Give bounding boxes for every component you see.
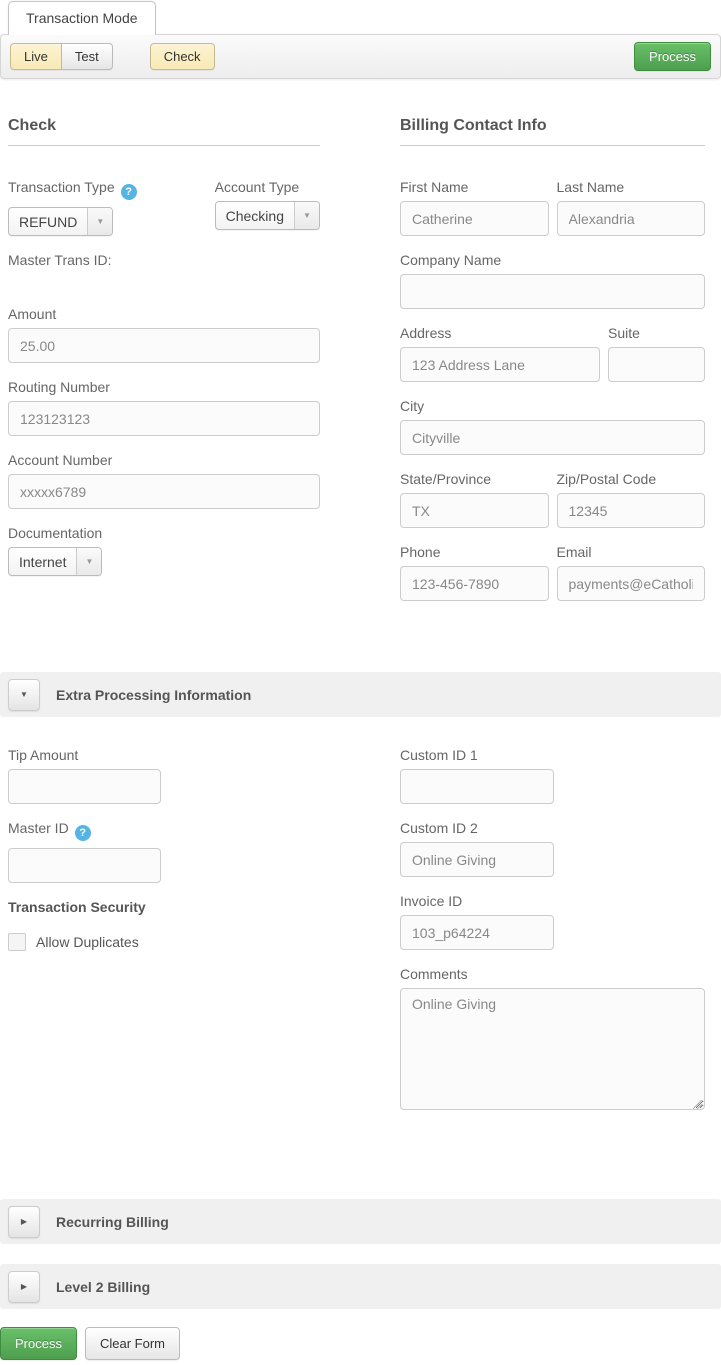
invoice-id-input[interactable] bbox=[400, 915, 554, 950]
check-payment-type-button[interactable]: Check bbox=[150, 43, 215, 70]
custom-id-2-input[interactable] bbox=[400, 842, 554, 877]
test-button[interactable]: Test bbox=[62, 43, 113, 70]
extra-processing-title: Extra Processing Information bbox=[56, 686, 252, 703]
state-province-input[interactable] bbox=[400, 493, 549, 528]
tab-strip bbox=[0, 0, 721, 34]
level-2-billing-collapse-toggle[interactable] bbox=[8, 1271, 40, 1303]
zip-postal-input[interactable] bbox=[557, 493, 706, 528]
transaction-type-help-icon[interactable]: ? bbox=[121, 184, 137, 200]
last-name-label: Last Name bbox=[556, 179, 625, 195]
last-name-field-group bbox=[557, 179, 706, 236]
allow-duplicates-checkbox[interactable] bbox=[8, 933, 26, 951]
process-button-bottom[interactable]: Process bbox=[0, 1327, 77, 1360]
first-name-input[interactable] bbox=[400, 201, 549, 236]
first-name-field-group bbox=[400, 179, 549, 236]
check-section-title: Check bbox=[8, 117, 320, 146]
suite-label: Suite bbox=[608, 325, 640, 341]
transaction-type-select[interactable] bbox=[8, 207, 113, 236]
toolbar bbox=[0, 34, 721, 79]
caret-right-icon: ▶ bbox=[20, 1282, 28, 1291]
company-name-input[interactable] bbox=[400, 274, 705, 309]
phone-label: Phone bbox=[400, 544, 441, 560]
email-input[interactable] bbox=[557, 566, 706, 601]
recurring-billing-title: Recurring Billing bbox=[56, 1213, 169, 1230]
tip-amount-field-group bbox=[8, 747, 320, 804]
chevron-down-icon: ▼ bbox=[87, 208, 112, 235]
caret-right-icon: ▶ bbox=[20, 1217, 28, 1226]
clear-form-button[interactable]: Clear Form bbox=[85, 1327, 180, 1360]
state-province-label: State/Province bbox=[400, 471, 492, 487]
name-row bbox=[400, 179, 705, 252]
transaction-type-value: REFUND bbox=[19, 214, 78, 230]
allow-duplicates-row bbox=[8, 933, 320, 951]
account-number-input[interactable] bbox=[8, 474, 320, 509]
routing-number-field-group bbox=[8, 379, 320, 436]
chevron-down-icon: ▼ bbox=[76, 548, 101, 575]
account-number-label: Account Number bbox=[8, 452, 113, 468]
extra-processing-content bbox=[0, 717, 721, 1129]
recurring-billing-bar bbox=[0, 1199, 721, 1244]
transaction-type-group bbox=[8, 179, 137, 236]
type-row bbox=[8, 179, 320, 236]
extra-left-column bbox=[8, 747, 320, 1129]
zip-postal-field-group bbox=[557, 471, 706, 528]
spacer bbox=[0, 1129, 721, 1199]
level-2-billing-title: Level 2 Billing bbox=[56, 1278, 151, 1295]
documentation-field-group bbox=[8, 525, 320, 576]
live-button[interactable]: Live bbox=[10, 43, 62, 70]
live-test-segmented-control bbox=[10, 43, 113, 70]
account-type-group bbox=[215, 179, 320, 236]
custom-id-2-label: Custom ID 2 bbox=[400, 820, 478, 836]
transaction-type-label: Transaction Type bbox=[8, 179, 115, 195]
city-field-group bbox=[400, 398, 705, 455]
documentation-value: Internet bbox=[19, 554, 67, 570]
extra-processing-collapse-toggle[interactable] bbox=[8, 679, 40, 711]
spacer bbox=[0, 1244, 721, 1264]
company-name-label: Company Name bbox=[400, 252, 502, 268]
routing-number-input[interactable] bbox=[8, 401, 320, 436]
address-field-group bbox=[400, 325, 600, 382]
custom-id-2-field-group bbox=[400, 820, 705, 877]
phone-field-group bbox=[400, 544, 549, 601]
comments-textarea[interactable] bbox=[400, 988, 705, 1110]
custom-id-1-label: Custom ID 1 bbox=[400, 747, 478, 763]
master-id-label: Master ID bbox=[8, 820, 69, 836]
last-name-input[interactable] bbox=[557, 201, 706, 236]
comments-label: Comments bbox=[400, 966, 468, 982]
documentation-label: Documentation bbox=[8, 525, 103, 541]
documentation-select[interactable] bbox=[8, 547, 102, 576]
tip-amount-input[interactable] bbox=[8, 769, 161, 804]
first-name-label: First Name bbox=[400, 179, 469, 195]
amount-label: Amount bbox=[8, 306, 57, 322]
footer-actions bbox=[0, 1327, 721, 1360]
recurring-billing-collapse-toggle[interactable] bbox=[8, 1206, 40, 1238]
suite-field-group bbox=[608, 325, 705, 382]
invoice-id-label: Invoice ID bbox=[400, 893, 463, 909]
tab-title: Transaction Mode bbox=[26, 10, 138, 26]
comments-field-group bbox=[400, 966, 705, 1113]
master-id-help-icon[interactable]: ? bbox=[75, 825, 91, 841]
amount-field-group bbox=[8, 306, 320, 363]
master-id-field-group bbox=[8, 820, 320, 883]
address-row bbox=[400, 325, 705, 398]
state-zip-row bbox=[400, 471, 705, 544]
caret-down-icon: ▼ bbox=[20, 690, 28, 699]
account-number-field-group bbox=[8, 452, 320, 509]
amount-input[interactable] bbox=[8, 328, 320, 363]
address-label: Address bbox=[400, 325, 452, 341]
invoice-id-field-group bbox=[400, 893, 705, 950]
phone-input[interactable] bbox=[400, 566, 549, 601]
spacer bbox=[0, 617, 721, 672]
extra-right-column bbox=[400, 747, 705, 1129]
transaction-security-label: Transaction Security bbox=[8, 899, 146, 915]
check-section bbox=[8, 117, 320, 617]
city-input[interactable] bbox=[400, 420, 705, 455]
billing-section-title: Billing Contact Info bbox=[400, 117, 705, 146]
zip-postal-label: Zip/Postal Code bbox=[556, 471, 657, 487]
account-type-label: Account Type bbox=[214, 179, 300, 195]
master-id-input[interactable] bbox=[8, 848, 161, 883]
state-province-field-group bbox=[400, 471, 549, 528]
address-input[interactable] bbox=[400, 347, 600, 382]
chevron-down-icon: ▼ bbox=[294, 202, 319, 229]
company-name-field-group bbox=[400, 252, 705, 309]
account-type-value: Checking bbox=[225, 208, 284, 224]
master-trans-id-label: Master Trans ID: bbox=[8, 252, 112, 268]
billing-contact-section bbox=[400, 117, 705, 617]
email-label: Email bbox=[556, 544, 592, 560]
tab-transaction-mode[interactable] bbox=[8, 1, 156, 35]
main-form bbox=[0, 79, 721, 617]
tip-amount-label: Tip Amount bbox=[8, 747, 79, 763]
allow-duplicates-label: Allow Duplicates bbox=[36, 934, 139, 950]
email-field-group bbox=[557, 544, 706, 601]
phone-email-row bbox=[400, 544, 705, 617]
account-type-select[interactable] bbox=[215, 201, 320, 230]
city-label: City bbox=[400, 398, 425, 414]
routing-number-label: Routing Number bbox=[8, 379, 110, 395]
custom-id-1-input[interactable] bbox=[400, 769, 554, 804]
suite-input[interactable] bbox=[608, 347, 705, 382]
process-button-top[interactable]: Process bbox=[634, 42, 711, 71]
level-2-billing-bar bbox=[0, 1264, 721, 1309]
custom-id-1-field-group bbox=[400, 747, 705, 804]
extra-processing-bar bbox=[0, 672, 721, 717]
